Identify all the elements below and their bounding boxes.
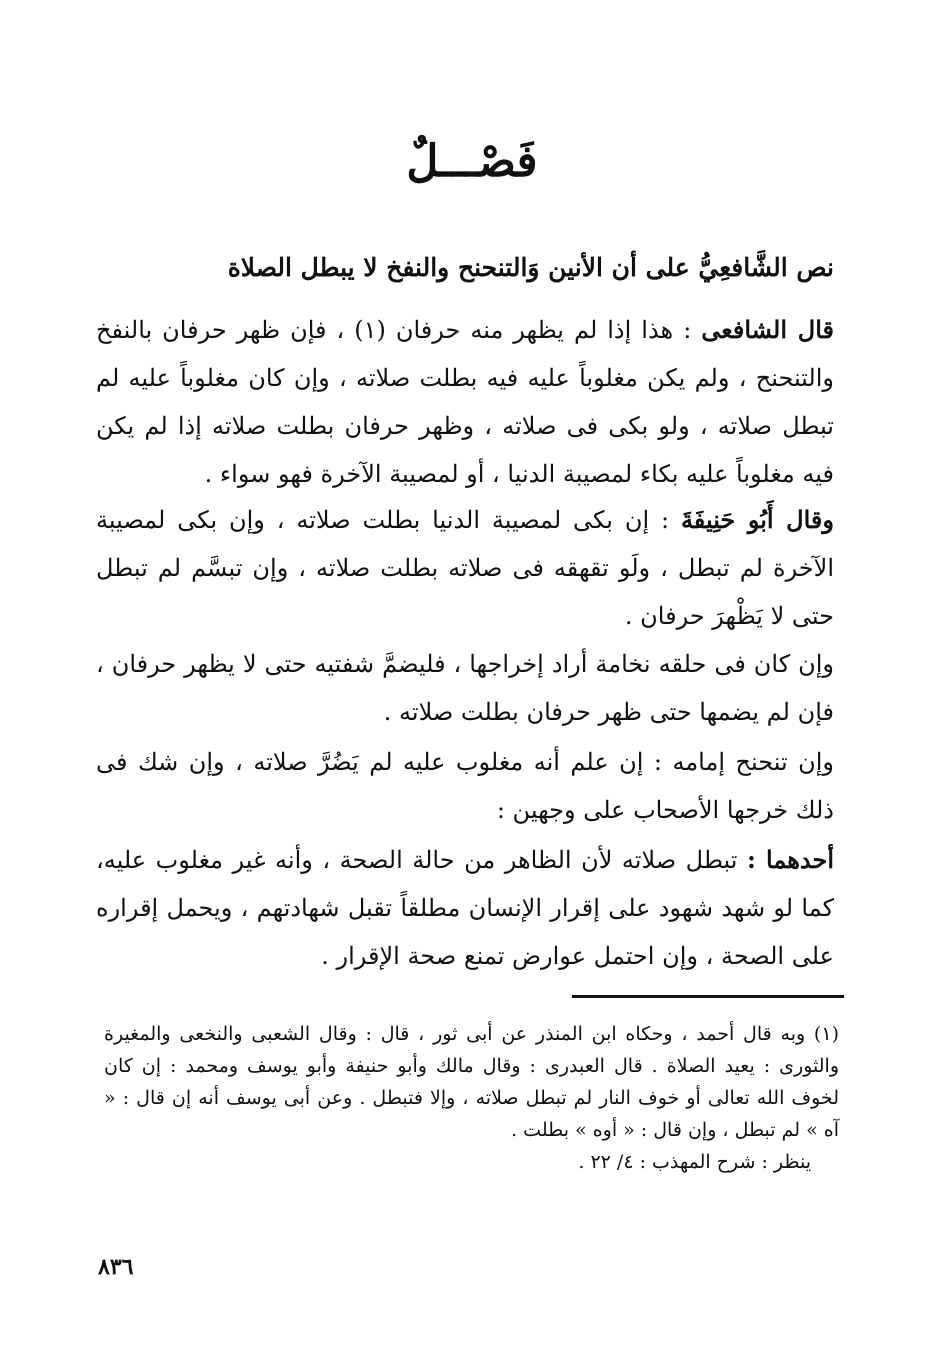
paragraph-5-text: تبطل صلاته لأن الظاهر من حالة الصحة ، وأنه غير مغلوب عليه، كما لو شهد شهود على إقرار الإنسان مطلقاً تقبل شهادتهم ، ويحمل إقراره على الصحة ، وإن احتمل عوارض تمنع صحة الإقرار . <box>96 846 834 970</box>
page-number: ٨٣٦ <box>98 1254 134 1280</box>
section-subtitle: نص الشَّافعِيُّ على أن الأنين وَالتنحنح والنفخ لا يبطل الصلاة <box>227 253 834 282</box>
footnote-reference: ينظر : شرح المهذب : ٤/ ٢٢ . <box>578 1151 811 1173</box>
paragraph-1-text: : هذا إذا لم يظهر منه حرفان (١) ، فإن ظهر حرفان بالنفخ والتنحنح ، ولم يكن مغلوباً عليه فيه بطلت صلاته ، وإن كان مغلوباً عليه لم تبطل صلاته ، ولو بكى فى صلاته ، وظهر حرفان بطلت صلاته إذا لم يكن فيه مغلوباً عليه بكاء لمصيبة الدنيا ، أو لمصيبة الآخرة فهو سواء . <box>96 316 834 488</box>
paragraph-2-text: : إن بكى لمصيبة الدنيا بطلت صلاته ، وإن بكى لمصيبة الآخرة لم تبطل ، ولَو تقهقه فى صلاته بطلت صلاته ، وإن تبسَّم لم تبطل حتى لا يَظْهرَ حرفان . <box>96 506 834 630</box>
footnote-text: (١) وبه قال أحمد ، وحكاه ابن المنذر عن أبى ثور ، قال : وقال الشعبى والنخعى والمغيرة والثورى : يعيد الصلاة . قال العبدرى : وقال مالك وأبو حنيفة وأبو يوسف ومحمد : إن كان لخوف الله تعالى أو خوف النار لم تبطل صلاته ، وإلا فتبطل . وعن أبى يوسف أنه إن قال : « آه » لم تبطل ، وإن قال : « أوه » بطلت . <box>104 1023 839 1141</box>
footnote <box>104 1018 839 1178</box>
paragraph-3 <box>96 640 834 736</box>
paragraph-1 <box>96 306 834 498</box>
paragraph-2 <box>96 496 834 640</box>
paragraph-4-text: وإن تنحنح إمامه : إن علم أنه مغلوب عليه لم يَضُرَّ صلاته ، وإن شك فى ذلك خرجها الأصحاب على وجهين : <box>96 748 834 824</box>
paragraph-2-lead: وقال أَبُو حَنِيفَةَ <box>680 505 834 534</box>
paragraph-1-lead: قال الشافعى <box>701 315 834 344</box>
paragraph-5-lead: أحدهما : <box>746 845 834 874</box>
paragraph-4 <box>96 738 834 834</box>
paragraph-5 <box>96 836 834 980</box>
paragraph-3-text: وإن كان فى حلقه نخامة أراد إخراجها ، فليضمَّ شفتيه حتى لا يظهر حرفان ، فإن لم يضمها حتى ظهر حرفان بطلت صلاته . <box>96 650 834 726</box>
section-heading: فَصْـــلٌ <box>406 136 538 187</box>
footnote-divider <box>572 995 844 998</box>
